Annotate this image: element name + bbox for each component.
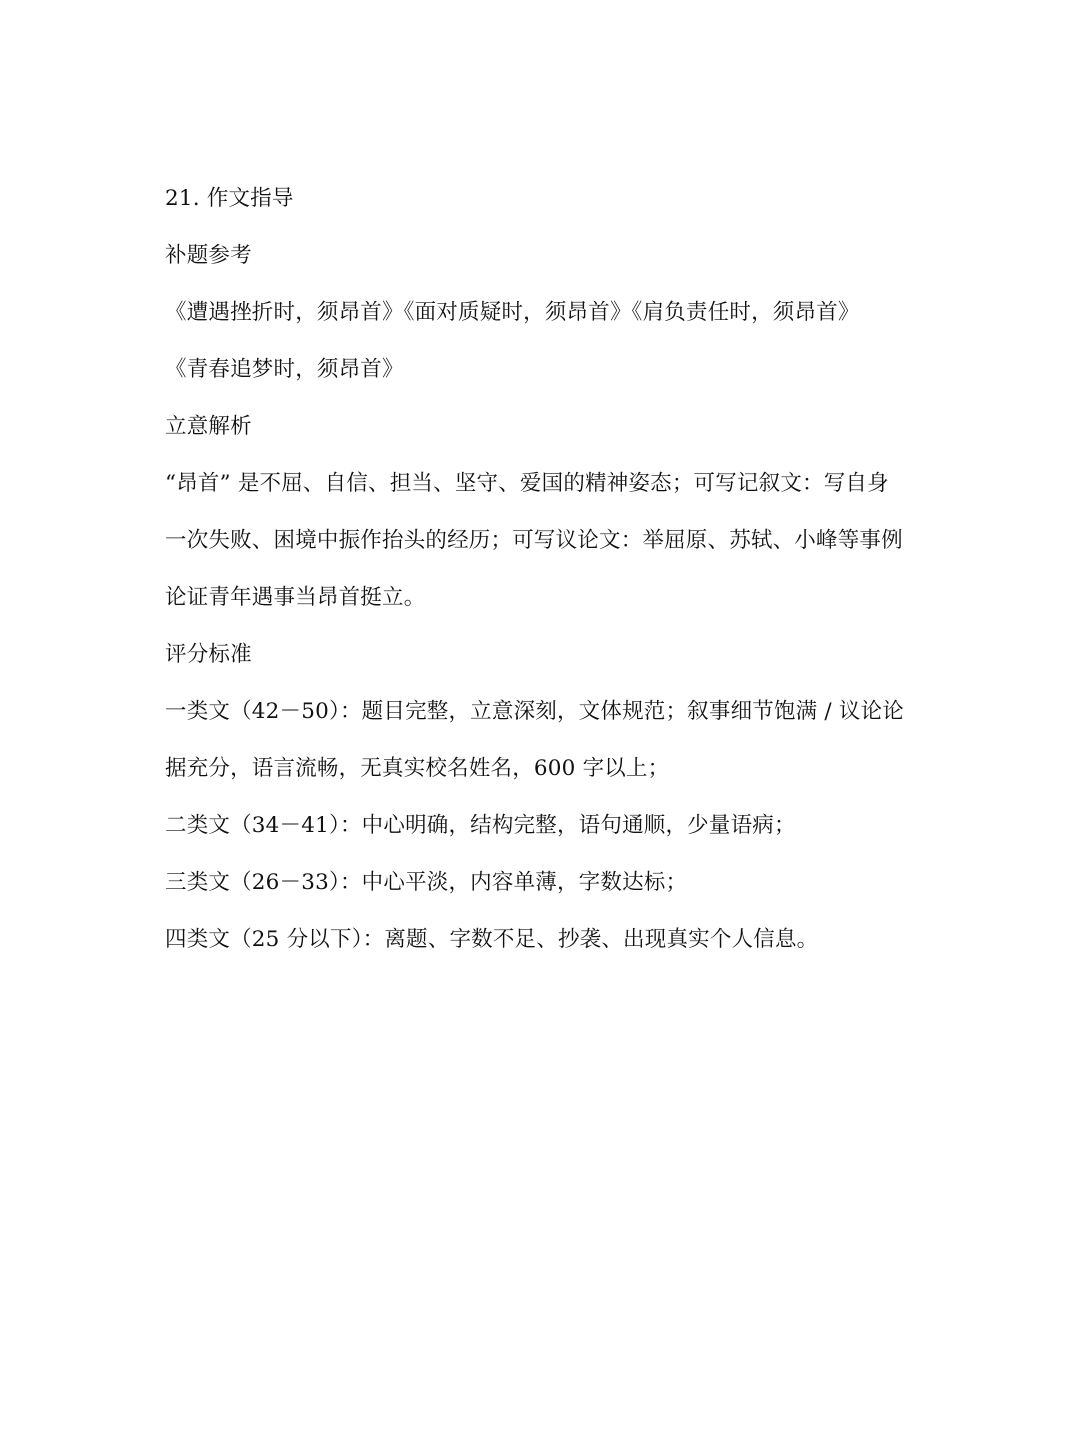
analysis-line: “昂首” 是不屈、自信、担当、坚守、爱国的精神姿态；可写记叙文：写自身 bbox=[165, 471, 889, 496]
topics-line: 《青春追梦时，须昂首》 bbox=[165, 357, 404, 382]
grading-line: 二类文（34－41）：中心明确，结构完整，语句通顺，少量语病； bbox=[165, 813, 796, 838]
grading-heading: 评分标准 bbox=[165, 642, 252, 667]
grading-line: 据充分，语言流畅，无真实校名姓名，600 字以上； bbox=[165, 756, 670, 781]
analysis-line: 论证青年遇事当昂首挺立。 bbox=[165, 585, 426, 610]
grading-line: 一类文（42－50）：题目完整，立意深刻，文体规范；叙事细节饱满 / 议论论 bbox=[165, 699, 904, 724]
analysis-heading: 立意解析 bbox=[165, 414, 252, 439]
topics-line: 《遭遇挫折时，须昂首》《面对质疑时，须昂首》《肩负责任时，须昂首》 bbox=[165, 300, 860, 325]
analysis-line: 一次失败、困境中振作抬头的经历；可写议论文：举屈原、苏轼、小峰等事例 bbox=[165, 528, 903, 553]
topics-heading: 补题参考 bbox=[165, 243, 252, 268]
grading-line: 三类文（26－33）：中心平淡，内容单薄，字数达标； bbox=[165, 870, 688, 895]
document-page bbox=[165, 170, 945, 968]
grading-line: 四类文（25 分以下）：离题、字数不足、抄袭、出现真实个人信息。 bbox=[165, 927, 819, 952]
question-title: 21. 作文指导 bbox=[165, 186, 294, 211]
